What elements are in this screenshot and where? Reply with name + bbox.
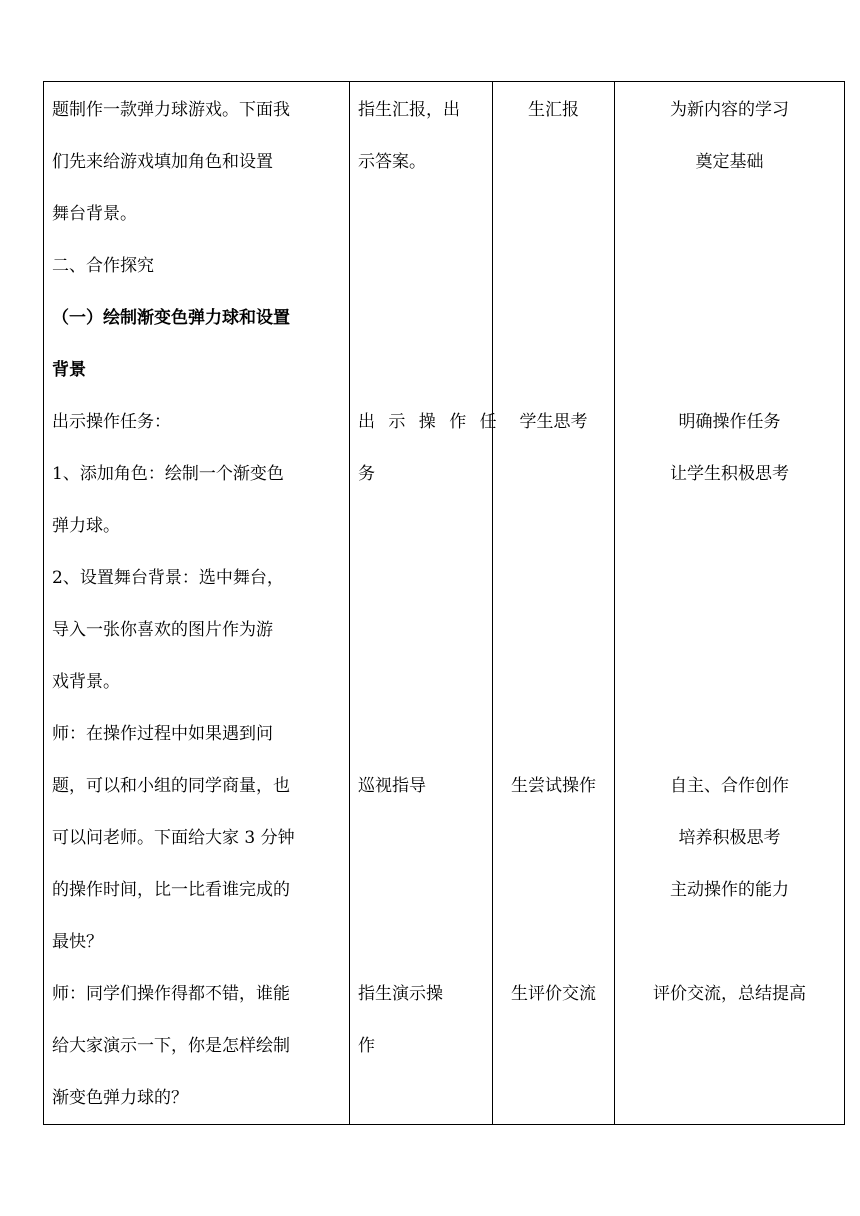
text-line: 务 bbox=[358, 464, 375, 484]
text-line: 明确操作任务 bbox=[678, 412, 781, 432]
design-intent-lines bbox=[615, 82, 844, 1124]
text-line bbox=[493, 240, 614, 292]
text-line bbox=[615, 1020, 844, 1072]
text-line bbox=[493, 812, 614, 864]
text-line bbox=[615, 500, 844, 552]
text-line bbox=[615, 604, 844, 656]
text-line: 给大家演示一下，你是怎样绘制 bbox=[52, 1036, 290, 1056]
teacher-activity-lines bbox=[358, 82, 501, 1124]
text-line bbox=[493, 864, 614, 916]
lesson-plan-table bbox=[43, 81, 845, 1125]
text-line: 生汇报 bbox=[528, 100, 579, 120]
text-line: 背景 bbox=[52, 360, 86, 380]
text-line bbox=[493, 1020, 614, 1072]
text-line: 生尝试操作 bbox=[511, 776, 596, 796]
text-line: 最快？ bbox=[52, 932, 103, 952]
text-line bbox=[493, 188, 614, 240]
text-line bbox=[493, 708, 614, 760]
text-line bbox=[493, 344, 614, 396]
text-line bbox=[493, 500, 614, 552]
text-line bbox=[358, 552, 488, 604]
table-row bbox=[44, 82, 845, 1125]
text-line bbox=[358, 240, 488, 292]
text-line: 生评价交流 bbox=[511, 984, 596, 1004]
text-line: 奠定基础 bbox=[695, 152, 764, 172]
text-line: 舞台背景。 bbox=[52, 204, 137, 224]
text-line: 自主、合作创作 bbox=[670, 776, 789, 796]
text-line bbox=[615, 1072, 844, 1124]
text-line: 题制作一款弹力球游戏。下面我 bbox=[52, 100, 290, 120]
text-line: 评价交流，总结提高 bbox=[653, 984, 806, 1004]
text-line: 1、添加角色：绘制一个渐变色 bbox=[52, 464, 284, 484]
design-intent-cell bbox=[615, 82, 845, 1125]
text-line: 让学生积极思考 bbox=[670, 464, 789, 484]
text-line bbox=[493, 1072, 614, 1124]
text-line: 导入一张你喜欢的图片作为游 bbox=[52, 620, 273, 640]
text-line bbox=[358, 188, 488, 240]
text-line bbox=[493, 552, 614, 604]
text-line: （一）绘制渐变色弹力球和设置 bbox=[52, 308, 290, 328]
text-line bbox=[615, 552, 844, 604]
text-line: 们先来给游戏填加角色和设置 bbox=[52, 152, 273, 172]
teacher-activity-cell bbox=[350, 82, 501, 1125]
text-line bbox=[358, 344, 488, 396]
text-line: 指生汇报，出 bbox=[358, 100, 460, 120]
text-line bbox=[493, 916, 614, 968]
text-line: 二、合作探究 bbox=[52, 256, 154, 276]
text-line: 可以问老师。下面给大家 3 分钟 bbox=[52, 828, 295, 848]
text-line: 师：在操作过程中如果遇到问 bbox=[52, 724, 273, 744]
text-line bbox=[358, 656, 488, 708]
text-line bbox=[493, 448, 614, 500]
text-line: 弹力球。 bbox=[52, 516, 120, 536]
text-line bbox=[615, 188, 844, 240]
text-line: 主动操作的能力 bbox=[670, 880, 789, 900]
text-line bbox=[615, 916, 844, 968]
text-line: 题，可以和小组的同学商量，也 bbox=[52, 776, 290, 796]
text-line bbox=[615, 240, 844, 292]
text-line bbox=[358, 708, 488, 760]
text-line bbox=[615, 344, 844, 396]
text-line bbox=[358, 812, 488, 864]
text-line bbox=[493, 136, 614, 188]
text-line: 为新内容的学习 bbox=[670, 100, 789, 120]
text-line: 师：同学们操作得都不错，谁能 bbox=[52, 984, 290, 1004]
text-line bbox=[358, 500, 488, 552]
text-line: 渐变色弹力球的？ bbox=[52, 1088, 188, 1108]
text-line: 学生思考 bbox=[519, 412, 588, 432]
teaching-content-lines bbox=[52, 82, 345, 1124]
text-line: 指生演示操 bbox=[358, 984, 443, 1004]
text-line bbox=[493, 292, 614, 344]
text-line bbox=[615, 656, 844, 708]
student-activity-cell bbox=[493, 82, 615, 1125]
text-line: 出 示 操 作 任 bbox=[358, 412, 501, 432]
text-line bbox=[358, 916, 488, 968]
text-line bbox=[358, 292, 488, 344]
text-line: 示答案。 bbox=[358, 152, 426, 172]
text-line: 培养积极思考 bbox=[678, 828, 781, 848]
teaching-content-cell bbox=[44, 82, 350, 1125]
text-line: 出示操作任务： bbox=[52, 412, 171, 432]
text-line: 作 bbox=[358, 1036, 375, 1056]
text-line bbox=[358, 604, 488, 656]
text-line: 戏背景。 bbox=[52, 672, 120, 692]
text-line bbox=[358, 864, 488, 916]
text-line: 巡视指导 bbox=[358, 776, 426, 796]
text-line bbox=[615, 708, 844, 760]
text-line bbox=[493, 604, 614, 656]
text-line: 的操作时间，比一比看谁完成的 bbox=[52, 880, 290, 900]
text-line bbox=[615, 292, 844, 344]
student-activity-lines bbox=[493, 82, 614, 1124]
text-line: 2、设置舞台背景：选中舞台， bbox=[52, 568, 284, 588]
text-line bbox=[493, 656, 614, 708]
text-line bbox=[358, 1072, 488, 1124]
